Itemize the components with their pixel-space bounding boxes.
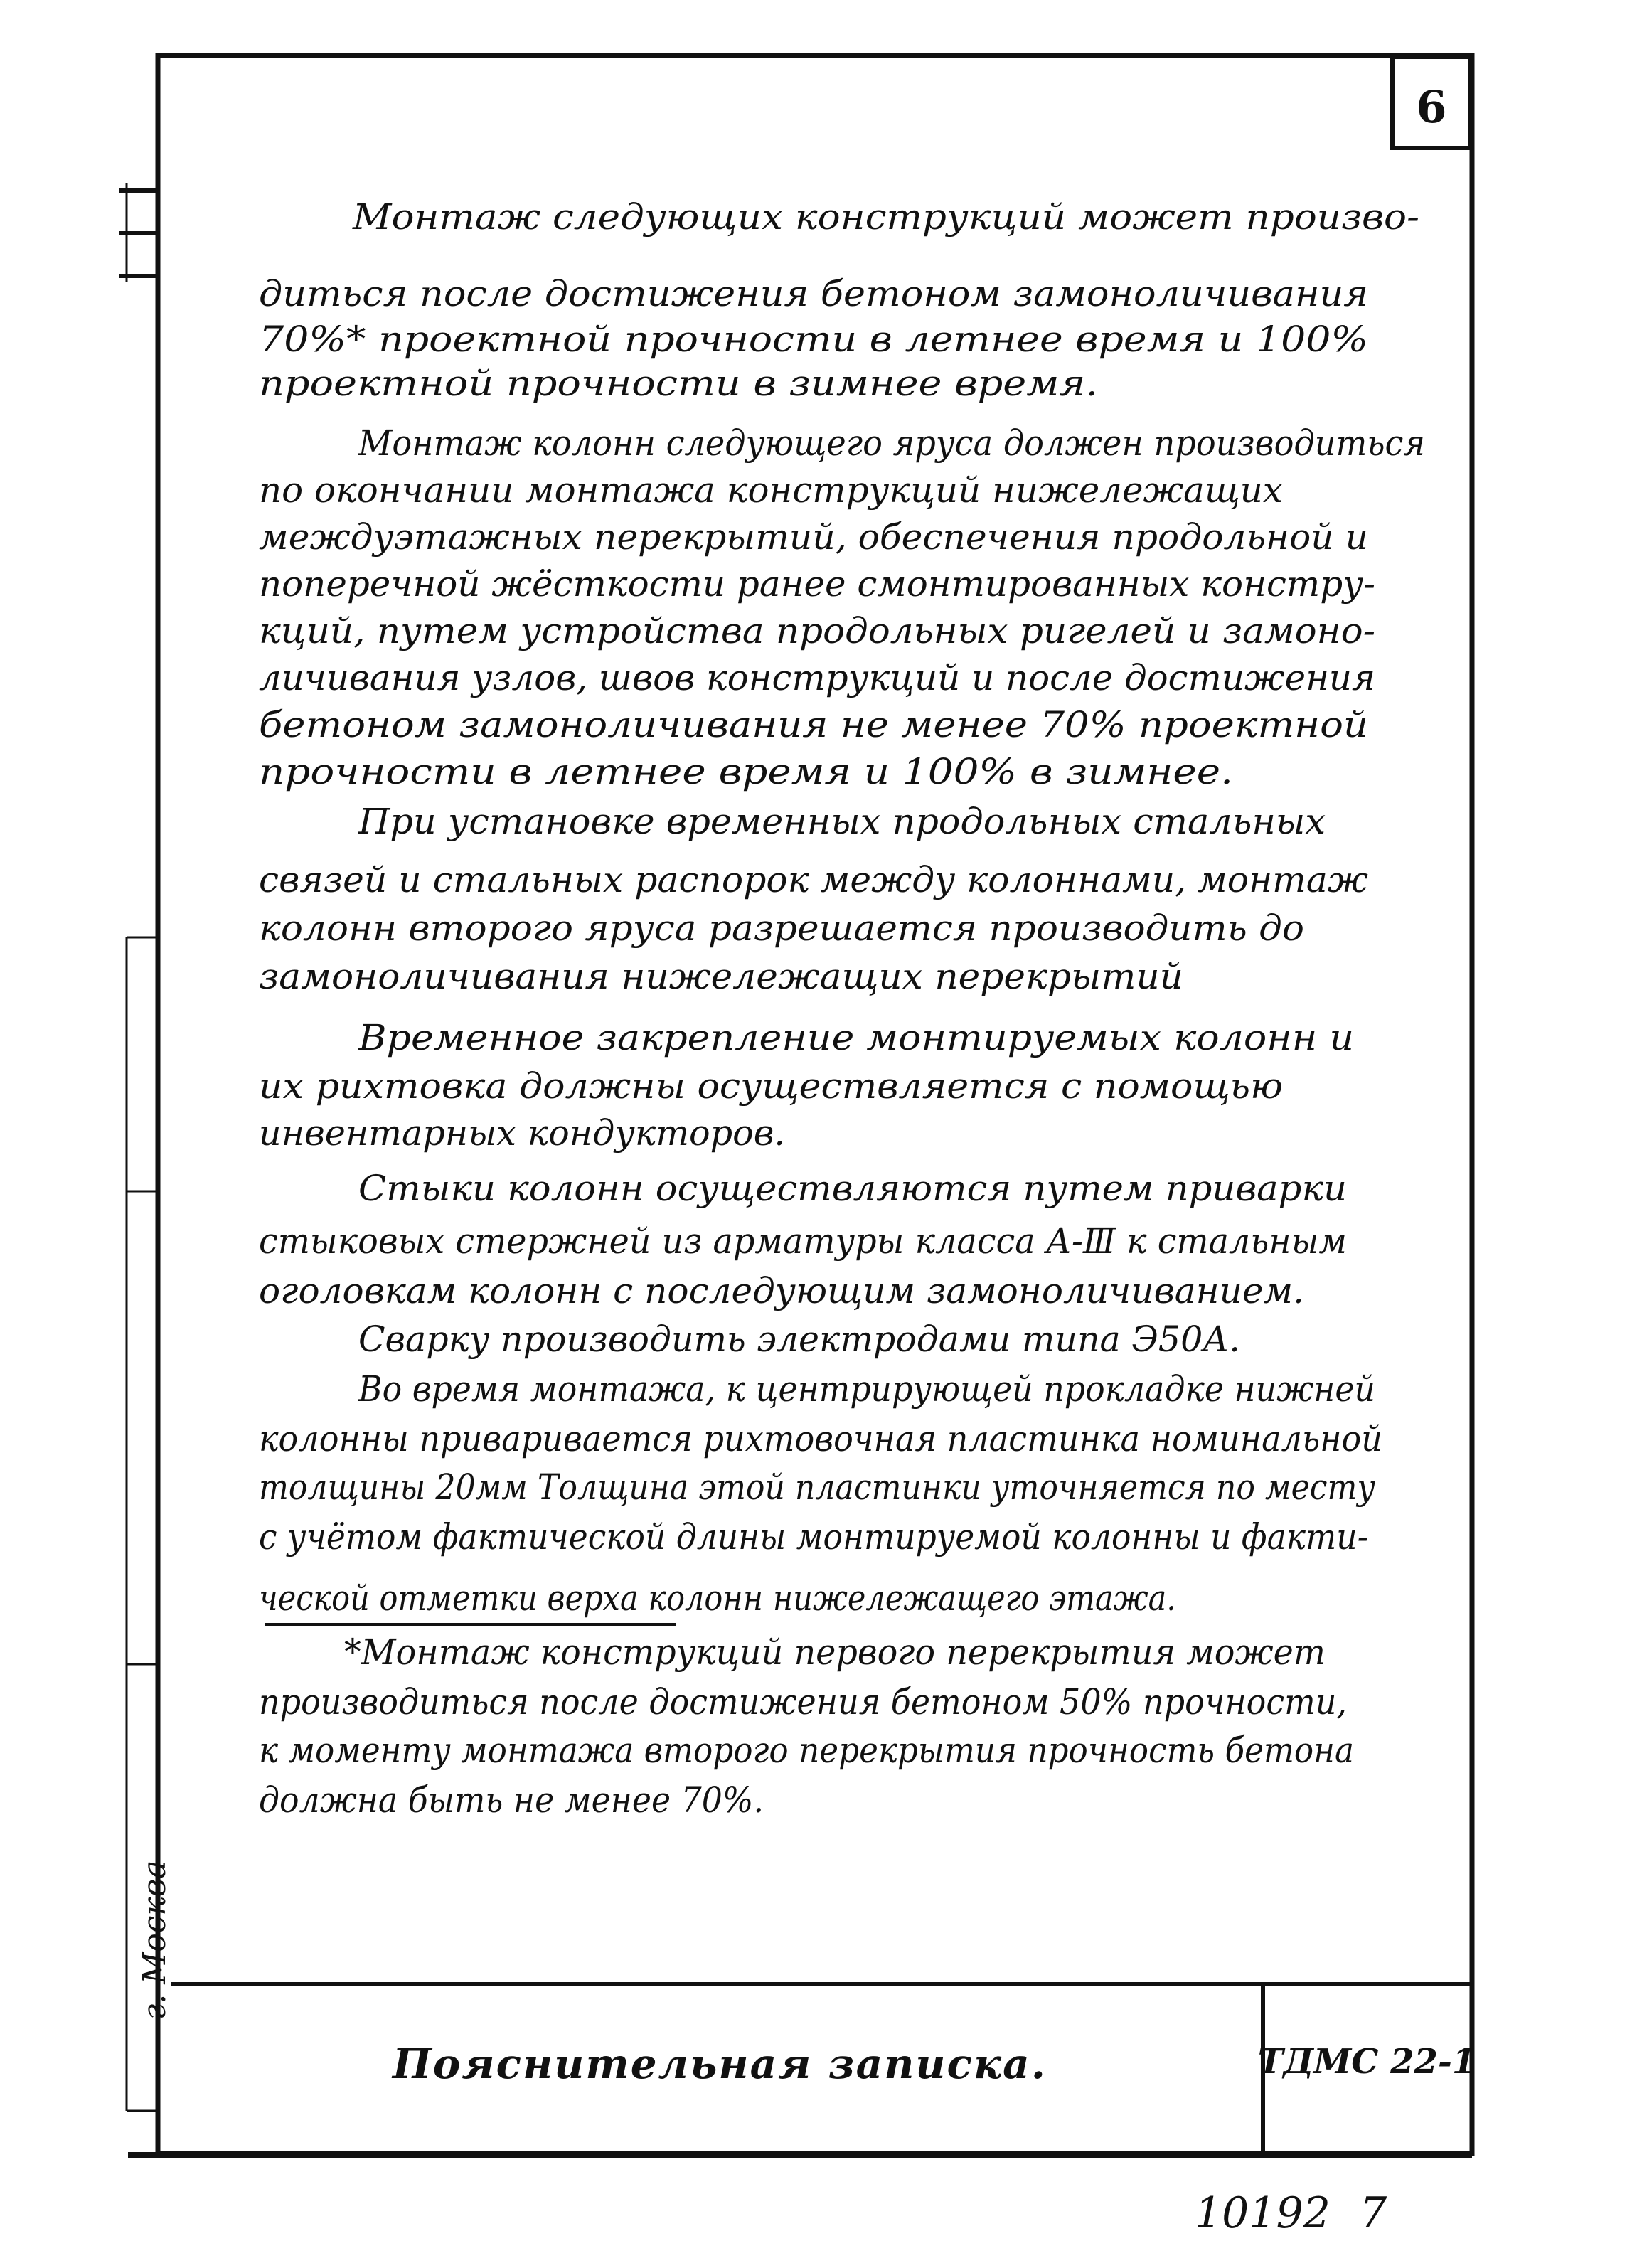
body-line: поперечной жёсткости ранее смонтированных констру-: [259, 563, 1375, 605]
body-text: [259, 196, 1425, 1821]
bottom-note-number: 10192: [1195, 2188, 1331, 2238]
body-line: Монтаж следующих конструкций может произво-: [351, 196, 1420, 238]
bottom-note-sheet: 7: [1360, 2188, 1387, 2238]
body-line: колонны приваривается рихтовочная пластинка номинальной: [259, 1418, 1382, 1459]
title-block-code: ТДМС 22-1: [1257, 2042, 1476, 2082]
body-line: Во время монтажа, к центрирующей прокладке нижней: [358, 1368, 1376, 1410]
body-line: связей и стальных распорок между колоннами, монтаж: [259, 859, 1369, 900]
body-line: колонн второго яруса разрешается производить до: [259, 907, 1304, 949]
body-line: к моменту монтажа второго перекрытия прочность бетона: [259, 1730, 1354, 1771]
body-line: замоноличивания нижележащих перекрытий: [259, 956, 1183, 997]
body-line: толщины 20мм Толщина этой пластинки уточняется по месту: [259, 1466, 1375, 1508]
body-line: стыковых стержней из арматуры класса А-Ⅲ к стальным: [259, 1220, 1347, 1262]
body-line: Стыки колонн осуществляются путем приварки: [358, 1168, 1347, 1209]
body-line: ческой отметки верха колонн нижележащего этажа.: [259, 1577, 1176, 1619]
body-line: междуэтажных перекрытий, обеспечения продольной и: [259, 516, 1368, 558]
body-line: Временное закрепление монтируемых колонн и: [357, 1017, 1354, 1058]
body-line: прочности в летнее время и 100% в зимнее.: [259, 751, 1233, 792]
body-line: производиться после достижения бетоном 50% прочности,: [259, 1681, 1347, 1723]
body-line: кций, путем устройства продольных ригелей и замоно-: [259, 610, 1375, 651]
body-line: должна быть не менее 70%.: [259, 1779, 764, 1821]
body-line: оголовкам колонн с последующим замоноличиванием.: [259, 1270, 1304, 1311]
body-line: бетоном замоноличивания не менее 70% проектной: [259, 704, 1369, 745]
body-line: их рихтовка должны осуществляется с помощью: [259, 1065, 1283, 1107]
body-line: Сварку производить электродами типа Э50А.: [358, 1319, 1240, 1360]
body-line: личивания узлов, швов конструкций и после достижения: [259, 657, 1375, 698]
body-line: проектной прочности в зимнее время.: [259, 363, 1098, 404]
body-line: с учётом фактической длины монтируемой колонны и факти-: [259, 1516, 1368, 1558]
body-line: *Монтаж конструкций первого перекрытия может: [344, 1631, 1326, 1673]
page-number: 6: [1416, 81, 1447, 133]
body-line: При установке временных продольных стальных: [357, 801, 1326, 842]
body-line: диться после достижения бетоном замоноличивания: [259, 273, 1369, 314]
body-line: инвентарных кондукторов.: [259, 1112, 785, 1154]
title-block-title: Пояснительная записка.: [393, 2040, 1047, 2088]
body-line: Монтаж колонн следующего яруса должен производиться: [358, 422, 1426, 464]
body-line: по окончании монтажа конструкций нижележащих: [259, 469, 1283, 511]
margin-note-city: г. Москва: [137, 1860, 173, 2020]
body-line: 70%* проектной прочности в летнее время и 100%: [259, 319, 1368, 360]
